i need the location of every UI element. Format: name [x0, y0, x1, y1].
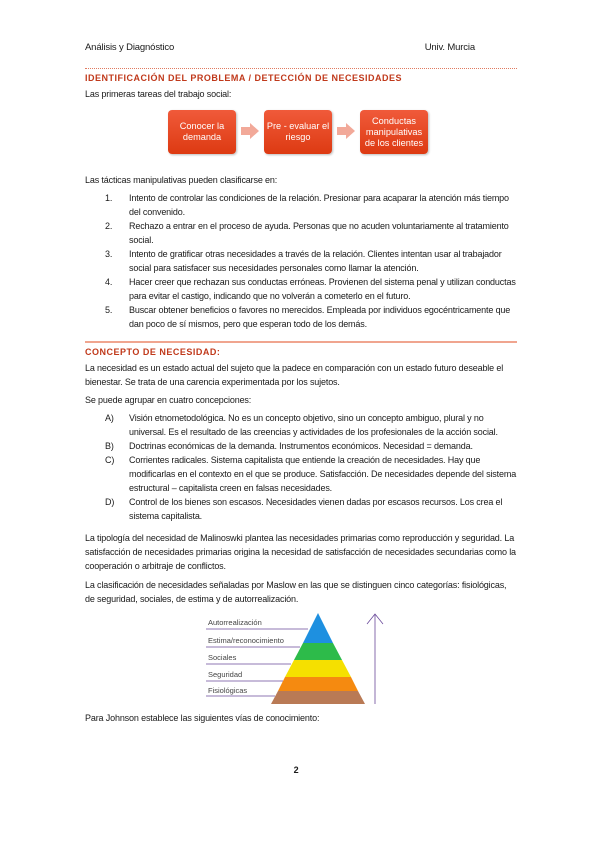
- pyramid-level-fisiologicas: [271, 691, 365, 704]
- paragraph: La tipología del necesidad de Malinoswki plantea las necesidades primarias como reproducción y seguridad. La satisfacción de necesidades primarias origina la necesidad de satisfacción de necesidades secundarias como la cooperación o arbitraje de conflictos.: [85, 533, 516, 571]
- item-text: Doctrinas económicas de la demanda. Instrumentos económicos. Necesidad = demanda.: [129, 441, 473, 451]
- item-number: 1.: [105, 193, 113, 203]
- flow-step: Pre - evaluar el riesgo: [264, 110, 332, 154]
- pyramid-label: Fisiológicas: [208, 686, 248, 695]
- paragraph: Se puede agrupar en cuatro concepciones:: [85, 395, 252, 405]
- divider: [85, 68, 517, 69]
- list-item: [105, 495, 517, 523]
- list-item: [105, 411, 517, 439]
- pyramid-label: Sociales: [208, 653, 237, 662]
- flow-step: Conocer la demanda: [168, 110, 236, 154]
- item-letter: D): [105, 497, 115, 507]
- item-text: Visión etnometodológica. No es un concepto objetivo, sino un concepto ambiguo, plural y no universal. Es el resultado de las creencias y actividades de los profesionales de la acción social.: [129, 413, 498, 437]
- pyramid-level-seguridad: [278, 677, 358, 691]
- pyramid-level-autorrealizacion: [303, 613, 333, 643]
- header-right: Univ. Murcia: [424, 42, 475, 53]
- section-title: CONCEPTO DE NECESIDAD:: [85, 347, 221, 357]
- flow-diagram: [168, 109, 517, 155]
- paragraph: Las tácticas manipulativas pueden clasificarse en:: [85, 175, 278, 185]
- item-number: 3.: [105, 249, 113, 259]
- item-letter: A): [105, 413, 114, 423]
- maslow-pyramid: [200, 612, 390, 707]
- item-number: 2.: [105, 221, 113, 231]
- tactics-list: [105, 191, 517, 331]
- item-text: Corrientes radicales. Sistema capitalista que entiende la creación de necesidades. Hay que modificarlas en el contexto en el que se produce. Satisfacción. De necesidades depende del sistema estructural – capitalista creen en falsas necesidades.: [129, 455, 517, 493]
- item-letter: C): [105, 455, 115, 465]
- item-text: Buscar obtener beneficios o favores no merecidos. Empleada por individuos egocéntricamente que dan poco de sí mismos, pero que esperan todo de los demás.: [129, 305, 511, 329]
- list-item: [105, 191, 517, 219]
- paragraph: La necesidad es un estado actual del sujeto que la padece en comparación con un estado futuro deseable el bienestar. Se trata de una carencia experimentada por los sujetos.: [85, 363, 504, 387]
- page-content: [85, 0, 517, 795]
- page-header: [85, 42, 517, 53]
- divider: [85, 341, 517, 343]
- item-number: 5.: [105, 305, 113, 315]
- item-text: Control de los bienes son escasos. Necesidades vienen dadas por escasos recursos. Los crea el sistema capitalista.: [129, 497, 503, 521]
- pyramid-label: Seguridad: [208, 670, 243, 679]
- list-item: [105, 439, 517, 453]
- pyramid-label: Estima/reconocimiento: [208, 636, 284, 645]
- paragraph: Las primeras tareas del trabajo social:: [85, 89, 232, 99]
- page-number: 2: [293, 765, 299, 775]
- conceptions-list: [105, 411, 517, 523]
- item-letter: B): [105, 441, 114, 451]
- section-title: IDENTIFICACIÓN DEL PROBLEMA / DETECCIÓN DE NECESIDADES: [85, 73, 403, 83]
- item-text: Rechazo a entrar en el proceso de ayuda. Personas que no acuden voluntariamente al tratamiento social.: [129, 221, 509, 245]
- item-text: Hacer creer que rechazan sus conductas erróneas. Provienen del sistema penal y utilizan conductas para evitar el castigo, indicando que no volverán a cometerlo en el futuro.: [129, 277, 516, 301]
- item-text: Intento de gratificar otras necesidades a través de la relación. Clientes intentan usar al trabajador social para satisfacer sus necesidades personales como llamar la atención.: [129, 249, 502, 273]
- list-item: [105, 219, 517, 247]
- item-text: Intento de controlar las condiciones de la relación. Presionar para acaparar la atención más tiempo del convenido.: [129, 193, 509, 217]
- paragraph: Para Johnson establece las siguientes vías de conocimiento:: [85, 713, 320, 723]
- flow-step: Conductas manipulativas de los clientes: [360, 110, 428, 154]
- list-item: [105, 303, 517, 331]
- list-item: [105, 247, 517, 275]
- arrow-right-icon: [337, 123, 355, 141]
- paragraph: La clasificación de necesidades señaladas por Maslow en las que se distinguen cinco categorías: fisiológicas, de seguridad, sociales, de estima y de autorrealización.: [85, 580, 507, 604]
- item-number: 4.: [105, 277, 113, 287]
- list-item: [105, 453, 517, 495]
- pyramid-level-sociales: [285, 660, 351, 677]
- header-left: Análisis y Diagnóstico: [85, 42, 175, 53]
- arrow-right-icon: [241, 123, 259, 141]
- pyramid-level-estima: [294, 643, 342, 660]
- list-item: [105, 275, 517, 303]
- pyramid-label: Autorrealización: [208, 618, 262, 627]
